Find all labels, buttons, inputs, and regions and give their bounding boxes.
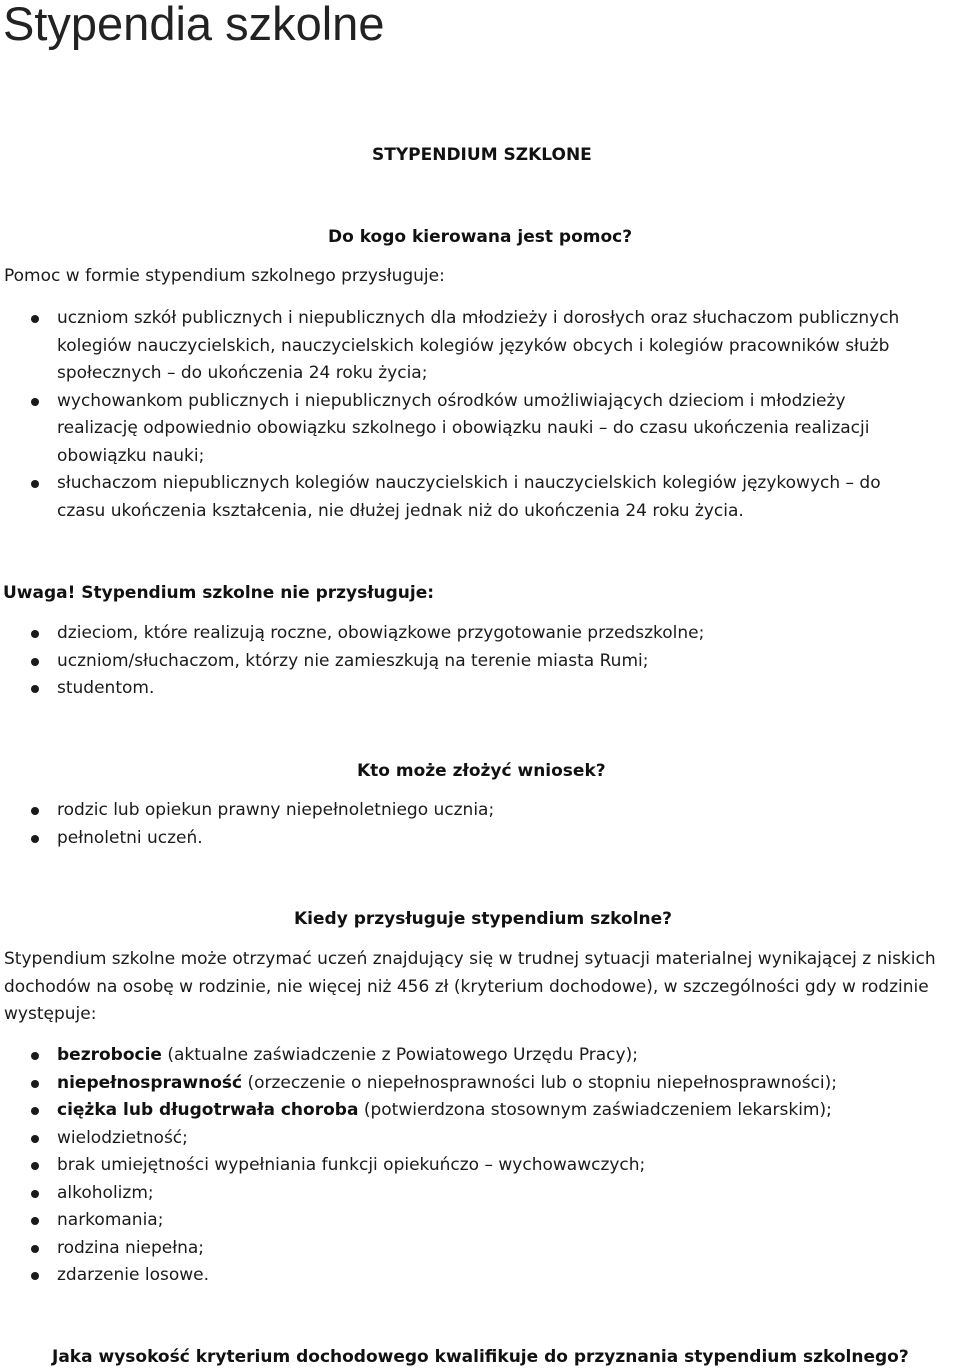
warning-heading-text: Stypendium szkolne nie przysługuje: [81,583,435,603]
section-who-heading: Do kogo kierowana jest pomoc? [328,227,633,247]
section-when-heading: Kiedy przysługuje stypendium szkolne? [294,909,673,929]
section-who-list [0,305,920,525]
list-item-text: (potwierdzona stosownym zaświadczeniem lekarskim); [358,1100,832,1120]
list-item: pełnoletni uczeń. [0,825,920,853]
section-warning-list [0,620,920,703]
section-applicant-list [0,797,920,852]
list-item-bold: ciężka lub długotrwała choroba [57,1100,359,1120]
list-item-text: brak umiejętności wypełniania funkcji opiekuńczo – wychowawczych; [57,1155,646,1175]
main-heading: STYPENDIUM SZKLONE [372,145,592,165]
list-item [0,1097,940,1125]
list-item-text: wielodzietność; [57,1127,188,1148]
warning-label: Uwaga! [3,583,76,603]
list-item: uczniom szkół publicznych i niepublicznych dla młodzieży i dorosłych oraz słuchaczom publicznych kolegiów nauczycielskich, nauczycielskich kolegiów języków obcych i kolegiów pracowników służb społecznych – do ukończenia 24 roku życia; [0,305,920,388]
list-item: studentom. [0,675,920,703]
list-item: rodzic lub opiekun prawny niepełnoletniego ucznia; [0,797,920,825]
list-item: słuchaczom niepublicznych kolegiów nauczycielskich i nauczycielskich kolegiów językowych – do czasu ukończenia kształcenia, nie dłużej jednak niż do ukończenia 24 roku życia. [0,470,920,525]
list-item-bold: bezrobocie [57,1045,162,1065]
list-item-text: (orzeczenie o niepełnosprawności lub o stopniu niepełnosprawności); [242,1072,837,1093]
list-item: uczniom/słuchaczom, którzy nie zamieszkują na terenie miasta Rumi; [0,648,920,676]
section-applicant-heading: Kto może złożyć wniosek? [357,761,606,781]
list-item-text: narkomania; [57,1210,164,1230]
list-item [0,1070,940,1098]
section-when-list [0,1042,940,1290]
list-item [0,1042,940,1070]
section-who-intro: Pomoc w formie stypendium szkolnego przysługuje: [4,266,445,286]
list-item [0,1235,940,1263]
page-title: Stypendia szkolne [3,0,385,50]
list-item [0,1180,940,1208]
section-amount-heading: Jaka wysokość kryterium dochodowego kwalifikuje do przyznania stypendium szkolnego? [52,1347,909,1367]
list-item [0,1207,940,1235]
list-item-text: (aktualne zaświadczenie z Powiatowego Urzędu Pracy); [161,1045,638,1065]
list-item-text: zdarzenie losowe. [57,1265,210,1285]
list-item [0,1125,940,1153]
list-item-bold: niepełnosprawność [57,1072,243,1093]
section-when-intro: Stypendium szkolne może otrzymać uczeń znajdujący się w trudnej sytuacji materialnej wynikającej z niskich dochodów na osobę w rodzinie, nie więcej niż 456 zł (kryterium dochodowe), w szczególności gdy w rodzinie występuje: [4,949,936,1024]
list-item-text: rodzina niepełna; [57,1237,205,1258]
section-warning-heading [3,582,434,604]
list-item: dzieciom, które realizują roczne, obowiązkowe przygotowanie przedszkolne; [0,620,920,648]
list-item [0,1262,940,1290]
list-item: wychowankom publicznych i niepublicznych ośrodków umożliwiających dzieciom i młodzieży realizację odpowiednio obowiązku szkolnego i obowiązku nauki – do czasu ukończenia realizacji obowiązku nauki; [0,388,920,471]
list-item-text: alkoholizm; [57,1182,154,1203]
list-item [0,1152,940,1180]
